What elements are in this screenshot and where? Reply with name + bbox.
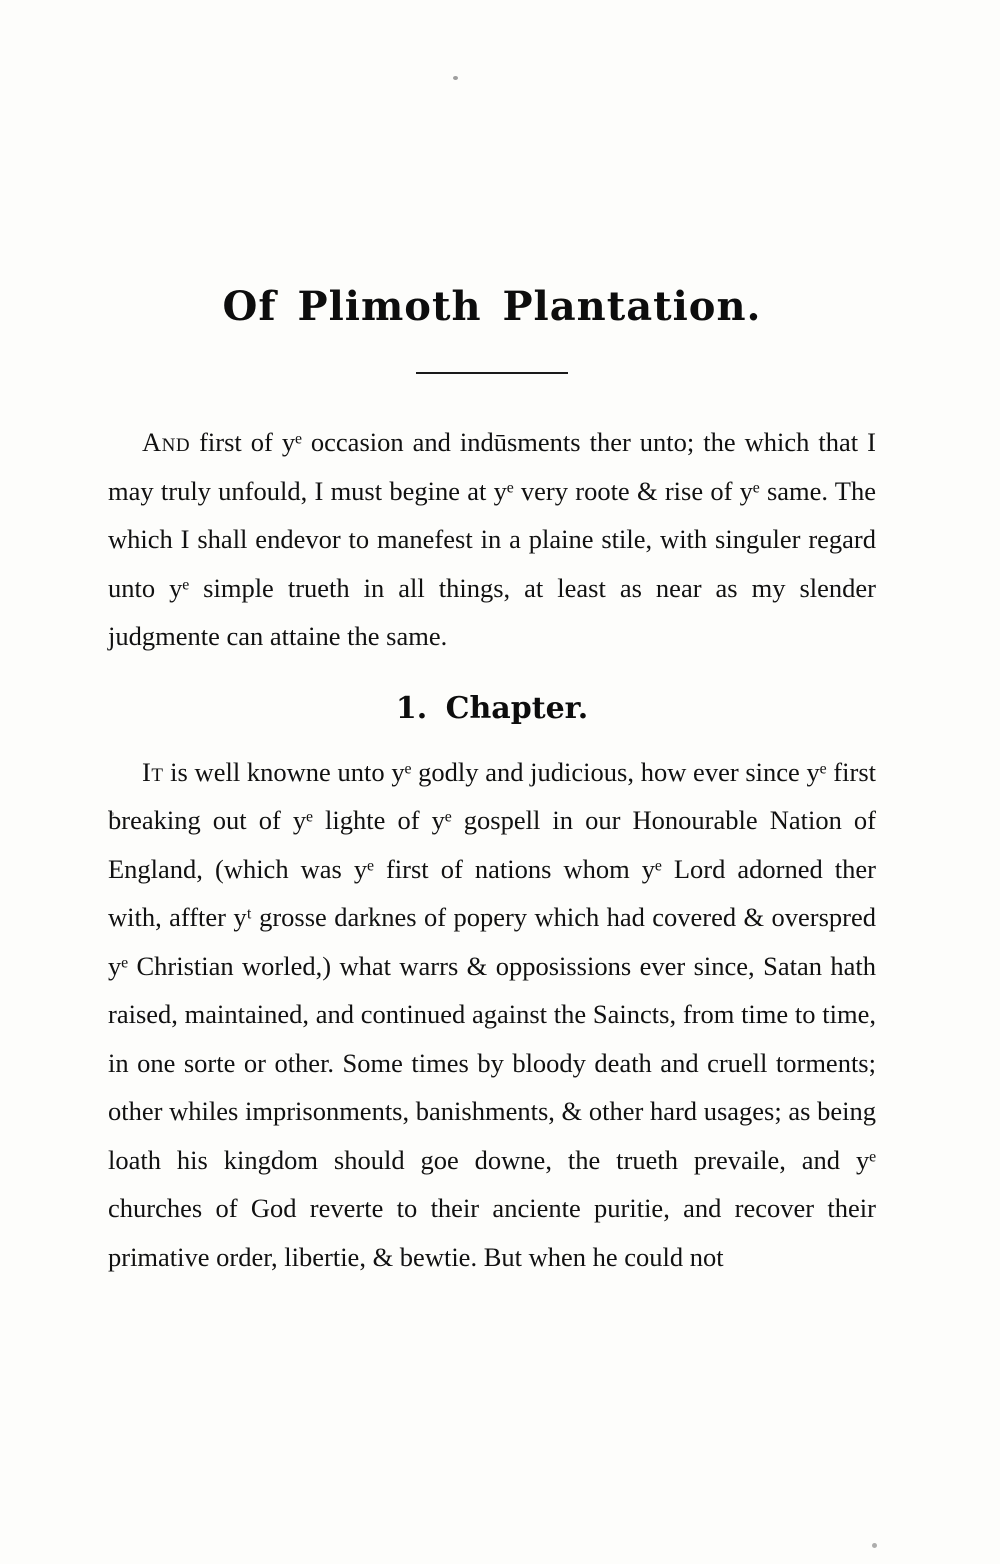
chapter-opening-smallcaps: It [142,756,164,787]
preface-text: first of yᵉ occasion and indūsments ther unto; the which that I may truly unfould, I must begine at yᵉ very roote & rise of yᵉ same. The which I shall endevor to manefest in a plaine stile, with singuler regard unto yᵉ simple trueth in all things, at least as near as my slender judgmente can attaine the same. [108,427,876,651]
chapter-text: is well knowne unto yᵉ godly and judicious, how ever since yᵉ first breaking out of yᵉ lighte of yᵉ gospell in our Honourable Nation of England, (which was yᵉ first of nations whom yᵉ Lord adorned ther with, affter yᵗ grosse darknes of popery which had covered & overspred yᵉ Christian worled,) what warrs & opposissions ever since, Satan hath raised, maintained, and continued against the Saincts, from time to time, in one sorte or other. Some times by bloody death and cruell torments; other whiles imprisonments, banishments, & other hard usages; as being loath his kingdom should goe downe, the trueth prevaile, and yᵉ churches of God reverte to their anciente puritie, and recover their primative order, libertie, & bewtie. But when he could not [108,756,876,1272]
scan-speck-icon [872,1543,877,1548]
preface-opening-smallcaps: And [142,427,191,457]
title-divider [416,372,568,374]
chapter-paragraph [108,748,876,1282]
page-title: Of Plimoth Plantation. [222,283,762,330]
preface-paragraph [108,418,876,661]
page-content [108,0,876,1281]
chapter-heading: 1. Chapter. [395,690,589,726]
